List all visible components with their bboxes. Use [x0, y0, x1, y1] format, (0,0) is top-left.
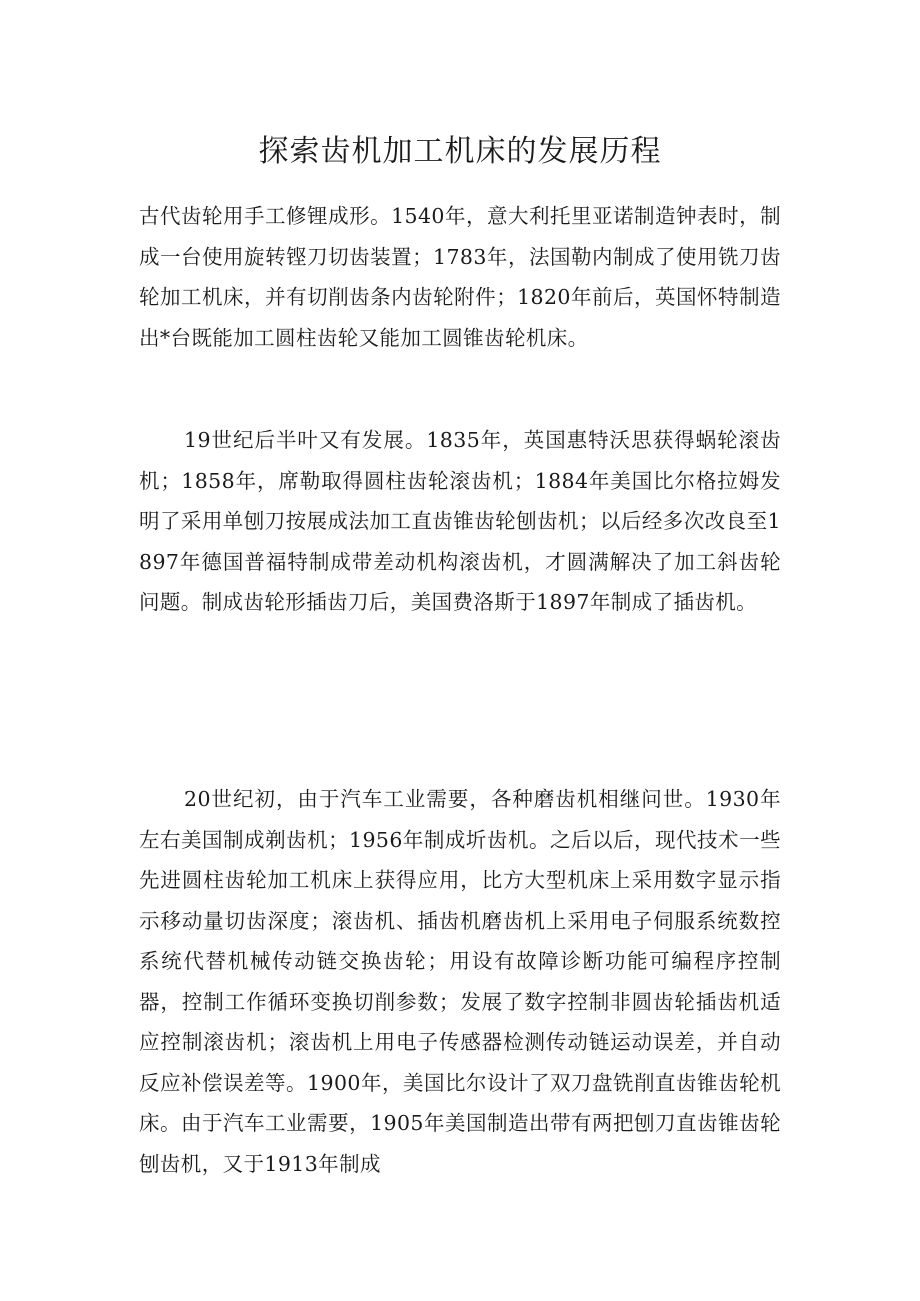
paragraph-ancient-gears: 古代齿轮用手工修锂成形。1540年，意大利托里亚诺制造钟表时，制成一台使用旋转铿刀切齿装置；1783年，法国勒内制成了使用铣刀齿轮加工机床，并有切削齿条内齿轮附件；1820年前后，英国怀特制造出*台既能加工圆柱齿轮又能加工圆锥齿轮机床。 [139, 204, 781, 350]
paragraph-20th-century: 20世纪初，由于汽车工业需要，各种磨齿机相继问世。1930年左右美国制成剃齿机；1956年制成圻齿机。之后以后，现代技术一些先进圆柱齿轮加工机床上获得应用，比方大型机床上采用数字显示指示移动量切齿深度；滚齿机、插齿机磨齿机上采用电子伺服系统数控系统代替机械传动链交换齿轮；用设有故障诊断功能可编程序控制器，控制工作循环变换切削参数；发展了数字控制非圆齿轮插齿机适应控制滚齿机；滚齿机上用电子传感器检测传动链运动误差，并自动反应补偿误差等。1900年，美国比尔设计了双刀盘铣削直齿锥齿轮机床。由于汽车工业需要，1905年美国制造出带有两把刨刀直齿锥齿轮刨齿机，又于1913年制成 [139, 787, 781, 1176]
page-title: 探索齿机加工机床的发展历程 [258, 134, 662, 169]
paragraph-19th-century: 19世纪后半叶又有发展。1835年，英国惠特沃思获得蜗轮滚齿机；1858年，席勒取得圆柱齿轮滚齿机；1884年美国比尔格拉姆发明了采用单刨刀按展成法加工直齿锥齿轮刨齿机；以后经多次改良至1897年德国普福特制成带差动机构滚齿机，才圆满解决了加工斜齿轮问题。制成齿轮形插齿刀后，美国费洛斯于1897年制成了插齿机。 [139, 428, 781, 614]
